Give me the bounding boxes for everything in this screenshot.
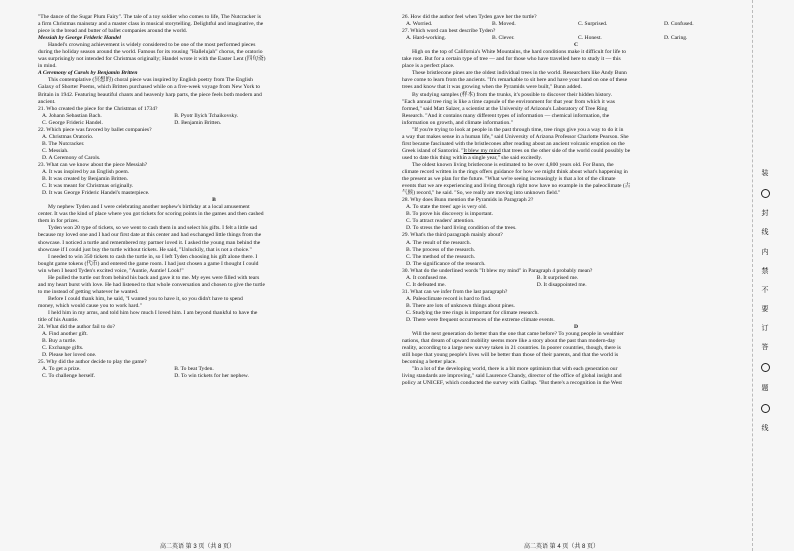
text-line: "The dance of the Sugar Plum Fairy". The tale of a toy soldier who comes to life, The Nutcracker is <box>38 14 261 20</box>
answer-option: C. Messiah. <box>42 147 69 154</box>
answer-option: D. It disappointed me. <box>536 281 587 288</box>
answer-option: D. Caring. <box>664 35 688 42</box>
text-line: Will the next generation do better than the one that came before? To young people in wealthier <box>412 331 624 338</box>
text-line: money, which would cause you to work hard." <box>38 302 142 309</box>
question-stem: 28. Why does Bunn mention the Pyramids in Paragraph 2? <box>402 197 534 204</box>
text-line: climate record written in the rings offers guidance for how we might think about what's happening in <box>402 169 628 176</box>
question-stem: 26. How did the author feel when Tyden gave her the turtle? <box>402 14 537 20</box>
binding-char: 线 <box>761 424 769 432</box>
answer-options-row <box>402 35 750 42</box>
text-line: By studying samples (样本) from the trunks, it's possible to discover their hidden history. <box>412 91 612 98</box>
text-line: was surprisingly not intended for Christmas originally; Handel wrote it with the Easter Lent (四旬斋) <box>38 56 266 63</box>
text-line: "If you're trying to look at people in the past through time, tree rings give you a way to do it in <box>412 126 624 133</box>
text-line: Handel's crowning achievement is widely considered to be one of the most performed pieces <box>48 42 256 49</box>
question-stem: 30. What do the underlined words "It blew my mind" in Paragraph 4 probably mean? <box>402 267 593 274</box>
text-line: title of his Auntie. <box>38 317 79 324</box>
answer-option: C. The method of the research. <box>406 253 476 260</box>
text-line: I needed to win 350 tickets to cash the turtle in, so I left Tyden choosing his gift alone there. I <box>48 253 258 260</box>
question-stem: 22. Which piece was favored by ballet companies? <box>38 126 152 133</box>
answer-option: C. To challenge herself. <box>42 373 96 380</box>
answer-option: C. Studying the tree rings is important for climate research. <box>406 309 539 316</box>
answer-option: B. To prove his discovery is important. <box>406 211 494 218</box>
answer-option: B. Pyotr Ilyich Tchaikovsky. <box>174 112 239 119</box>
answer-option: A. It was inspired by an English poem. <box>42 169 130 176</box>
answer-option: A. To get a prize. <box>42 366 81 373</box>
text-line: in mind. <box>38 63 57 70</box>
binding-char: 内 <box>761 248 769 256</box>
text-line: bought game tokens (代币) and entered the game room. I had just chosen a game I thought I could <box>38 260 259 267</box>
answer-option: B. Clever. <box>492 35 515 42</box>
text-line: the present as we plan for the future. "What we're seeing increasingly is that a lot of the climate <box>402 176 616 183</box>
text-line: My nephew Tyden and I were celebrating another nephew's birthday at a local amusement <box>48 204 250 211</box>
text-line: I held him in my arms, and told him how much I loved him. I am beyond thankful to have the <box>48 309 258 316</box>
text-line: first became fascinated with the bristlecones after reading about an ancient volcanic eruption on the <box>402 140 625 147</box>
answer-option: B. It surprised me. <box>536 274 579 281</box>
text-line: information on growth, and climate information." <box>402 119 513 126</box>
answer-option: B. The process of the research. <box>406 246 476 253</box>
text-line: used to date this thing within a single year," she said excitedly. <box>402 154 543 161</box>
binding-circle-icon <box>761 189 770 198</box>
answer-options-row <box>38 113 390 120</box>
text-line: them in for prizes. <box>38 218 80 225</box>
answer-option: A. Johann Sebastian Bach. <box>42 112 102 119</box>
answer-option: C. It was meant for Christmas originally. <box>42 183 134 190</box>
text-line: Research. "And it contains many different types of information — chemical information, the <box>402 112 610 119</box>
binding-line <box>752 0 753 551</box>
text-line: policy at UNICEF, which conducted the survey with Gallup. "But there's a recognition in the West <box>402 380 622 387</box>
answer-option: B. The Nutcracker. <box>42 140 85 147</box>
text-line: He pulled the turtle out from behind his back and gave it to me. My eyes were filled with tears <box>48 274 260 281</box>
answer-options-row <box>402 282 750 289</box>
answer-option: C. George Frideric Handel. <box>42 119 103 126</box>
answer-option: C. Exchange gifts. <box>42 345 84 352</box>
answer-option: D. A Ceremony of Carols. <box>42 154 101 161</box>
binding-char: 禁 <box>761 267 769 275</box>
part-label: C <box>573 42 579 49</box>
answer-options-row <box>402 21 750 28</box>
text-line: center. It was the kind of place where you got tickets for scoring points in the games and then cashed <box>38 211 264 218</box>
text-line: piece is the bread and butter of ballet companies around the world. <box>38 28 188 35</box>
answer-option: A. Christmas Oratorio. <box>42 133 94 140</box>
answer-option: D. The significance of the research. <box>406 260 486 267</box>
binding-char: 要 <box>761 305 769 313</box>
part-label: B <box>212 197 216 204</box>
answer-option: B. To beat Tyden. <box>174 366 214 373</box>
answer-option: A. Hard-working. <box>406 35 446 42</box>
binding-char: 答 <box>761 344 769 352</box>
answer-option: C. Surprised. <box>578 21 608 28</box>
answer-option: A. Paleoclimate record is hard to find. <box>406 295 492 302</box>
section-heading: A Ceremony of Carols by Benjamin Britten <box>38 70 138 77</box>
question-stem: 24. What did the author fail to do? <box>38 324 115 331</box>
text-line: events that we are experiencing and living through right now have no example in the paleoclimate (古 <box>402 183 631 190</box>
binding-char: 订 <box>761 325 769 333</box>
binding-char: 不 <box>761 286 769 294</box>
text-line: "In a lot of the developing world, there is a bit more optimism that with each generation our <box>412 366 618 373</box>
question-stem: 23. What can we know about the piece Messiah? <box>38 161 148 168</box>
part-label: D <box>573 324 579 331</box>
answer-option: D. To stress the hard living condition of the trees. <box>406 225 517 232</box>
text-line: ancient. <box>38 98 56 105</box>
text-line: becoming a better place. <box>402 359 457 366</box>
answer-option: D. Confused. <box>664 21 694 28</box>
text-line: This contemplative (冥想的) choral piece was inspired by English poetry from The English <box>48 77 253 84</box>
answer-option: C. It defeated me. <box>406 281 446 288</box>
binding-char: 封 <box>761 210 769 218</box>
text-line: win when I heard Tyden's excited voice, "Auntie, Auntie! Look!" <box>38 267 184 274</box>
text-line: still hope that young people's lives will be better than those of their parents, and that the world is <box>402 352 619 359</box>
answer-option: A. The result of the research. <box>406 239 471 246</box>
text-line: trees and know that it was growing when the Pyramids were built," Bunn added. <box>402 84 582 91</box>
answer-option: A. To state the trees' age is very old. <box>406 204 487 211</box>
answer-option: A. Worried. <box>406 21 433 28</box>
left-page-column <box>38 14 390 380</box>
binding-margin-notice <box>757 170 773 432</box>
text-line: formed," said Matt Salzer, a scientist at the University of Arizona's Laboratory of Tree Ring <box>402 105 608 112</box>
answer-option: B. There are lots of unknown things about pines. <box>406 302 515 309</box>
text-line: and my heart burst with love. He had listened to that whole conversation and chosen to give the turtle <box>38 281 265 288</box>
text-line: Galaxy of Shorter Poems, which Britten purchased while on a five-week voyage from New York to <box>38 84 260 91</box>
text-line: Tyden won 20 type of tickets, so we went to cash them in and select his gifts. I felt a little sad <box>48 225 258 232</box>
text-line: take root. But for a certain type of tree — and for those who have travelled here to study it — this <box>402 56 621 63</box>
answer-option: A. It confused me. <box>406 274 448 281</box>
text-line: These bristlecone pines are the oldest individual trees in the world. Researchers like Andy Bunn <box>412 70 627 77</box>
text-line: place is a perfect place. <box>402 63 455 70</box>
text-line: because my loved one and I had our first date at this center and had exchanged little things from the <box>38 232 262 239</box>
text-line: High on the top of California's White Mountains, the hard conditions make it difficult for life to <box>412 49 627 56</box>
text-line: "Each annual tree ring is like a time capsule of the environment for that year from which it was <box>402 98 615 105</box>
answer-options-row <box>402 275 750 282</box>
text-line: showcase if I could just buy the turtle without tickets. He said, "Unluckily, that is not a choice." <box>38 246 252 253</box>
page-footer-left: 高二英语 第 3 页（共 8 页） <box>160 544 236 550</box>
binding-char: 题 <box>761 384 769 392</box>
answer-option: D. It was George Frideric Handel's masterpiece. <box>42 190 150 197</box>
text-line: nations, that dream of upward mobility seems more like a story about the past than modern-day <box>402 338 616 345</box>
answer-option: D. Please her loved one. <box>42 352 97 359</box>
answer-option: A. Find another gift. <box>42 331 88 338</box>
text-line: living standards are improving," said Laurence Chandy, director of the office of global insight and <box>402 373 622 380</box>
text-line: The oldest known living bristlecone is estimated to be over 4,800 years old. For Bunn, the <box>412 161 614 168</box>
answer-options-row <box>38 120 390 127</box>
answer-option: C. To attract readers' attention. <box>406 218 475 225</box>
text-line: 气候) record," he said. "So, we really are moving into unknown field." <box>402 190 561 197</box>
text-line: during the holiday season around the world. Famous for its rousing "Hallelujah" chorus, the oratorio <box>38 49 263 56</box>
text-line: Britain in 1942. Featuring beautiful chants and heavenly harp parts, the piece feels both modern and <box>38 91 262 98</box>
section-heading: Messiah by George Frideric Handel <box>38 35 121 42</box>
answer-option: D. Benjamin Britten. <box>174 119 222 126</box>
right-page-column <box>402 14 750 387</box>
text-line: showcase. I noticed a turtle and remembered my partner loved it. I asked the young man behind the <box>38 239 261 246</box>
text-line: Before I could thank him, he said, "I wanted you to have it, so you didn't have to spend <box>48 295 243 302</box>
question-stem: 21. Who created the piece for the Christmas of 1734? <box>38 105 158 112</box>
binding-circle-icon <box>761 363 770 372</box>
answer-options-row <box>38 373 390 380</box>
text-line: a firm Christmas mainstay and a master class in musical storytelling. Delightful and imaginative, the <box>38 21 264 28</box>
question-stem: 31. What can we infer from the last paragraph? <box>402 288 508 295</box>
binding-char: 线 <box>761 229 769 237</box>
text-line: a way that makes sense in a human life," said University of Arizona Professor Charlotte Pearson. She <box>402 133 629 140</box>
question-stem: 25. Why did the author decide to play the game? <box>38 359 147 366</box>
page-footer-right: 高二英语 第 4 页（共 8 页） <box>524 544 600 550</box>
question-stem: 27. Which word can best describe Tyden? <box>402 28 496 35</box>
answer-option: B. Buy a turtle. <box>42 338 77 345</box>
binding-char: 装 <box>761 170 769 177</box>
text-line: to me instead of getting whatever he wanted. <box>38 288 139 295</box>
answer-option: C. Honest. <box>578 35 602 42</box>
answer-option: D. To win tickets for her nephew. <box>174 373 249 380</box>
binding-circle-icon <box>761 404 770 413</box>
answer-option: B. It was created by Benjamin Britten. <box>42 176 129 183</box>
text-line: reality, according to a large new survey taken in 21 countries. In poorer countries, though, there is <box>402 345 621 352</box>
answer-option: B. Moved. <box>492 21 516 28</box>
question-stem: 29. What's the third paragraph mainly about? <box>402 232 503 239</box>
answer-option: D. There were frequent occurrences of the extreme climate events. <box>406 317 555 324</box>
text-line: Greek island of Santorini. "It blew my mind that trees on the other side of the world could possibly be <box>402 147 631 154</box>
text-line: have come to learn from the ancients. "It's remarkable to sit here and have your hand on one of these <box>402 77 628 84</box>
